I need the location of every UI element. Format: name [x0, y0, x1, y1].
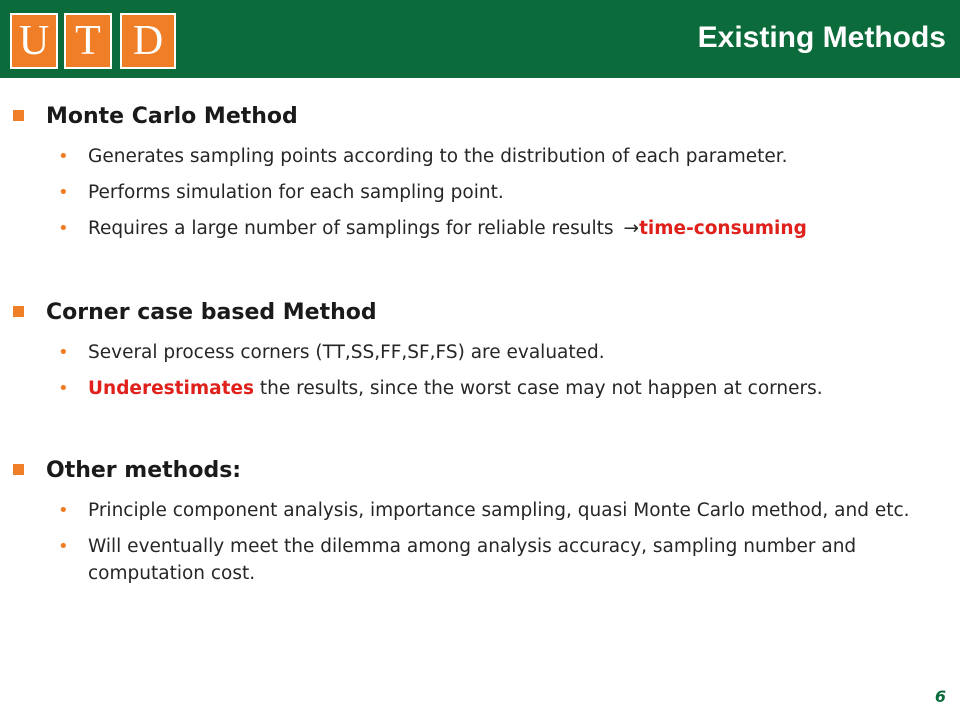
item-text: Will eventually meet the dilemma among analysis accuracy, sampling number and computation cost. — [88, 536, 857, 584]
section-title: Monte Carlo Method — [46, 104, 298, 129]
item-text: Several process corners (TT,SS,FF,SF,FS) are evaluated. — [88, 342, 605, 363]
item-text: the results, since the worst case may not happen at corners. — [254, 378, 823, 399]
list-item — [0, 143, 960, 170]
item-text: Performs simulation for each sampling point. — [88, 182, 504, 203]
bullet-dot-icon: • — [58, 342, 69, 363]
bullet-dot-icon: • — [58, 500, 69, 521]
utd-logo — [10, 13, 176, 69]
header-bar — [0, 0, 960, 78]
logo-letter-u: U — [10, 13, 58, 69]
section-monte-carlo — [0, 100, 960, 242]
square-bullet-icon — [13, 110, 24, 121]
item-text: Principle component analysis, importance sampling, quasi Monte Carlo method, and etc. — [88, 500, 910, 521]
list-item — [0, 339, 960, 366]
bullet-dot-icon: • — [58, 536, 69, 557]
list-item — [0, 533, 960, 587]
section-title: Other methods: — [46, 458, 242, 483]
highlight-text: Underestimates — [88, 378, 255, 399]
list-item — [0, 215, 960, 242]
square-bullet-icon — [13, 464, 24, 475]
section-title: Corner case based Method — [46, 300, 377, 325]
highlight-text: time-consuming — [639, 218, 807, 239]
page-number: 6 — [934, 687, 946, 706]
item-text: Requires a large number of samplings for reliable results — [88, 218, 614, 239]
bullet-dot-icon: • — [58, 146, 69, 167]
logo-letter-t: T — [64, 13, 112, 69]
slide-title: Existing Methods — [697, 21, 946, 54]
list-item — [0, 497, 960, 524]
right-arrow-icon: → — [623, 218, 640, 239]
bullet-dot-icon: • — [58, 182, 69, 203]
section-corner-case — [0, 296, 960, 402]
logo-letter-d: D — [120, 13, 176, 69]
square-bullet-icon — [13, 306, 24, 317]
bullet-dot-icon: • — [58, 378, 69, 399]
list-item — [0, 375, 960, 402]
list-item — [0, 179, 960, 206]
section-other-methods — [0, 454, 960, 587]
bullet-dot-icon: • — [58, 218, 69, 239]
item-text: Generates sampling points according to the distribution of each parameter. — [88, 146, 788, 167]
